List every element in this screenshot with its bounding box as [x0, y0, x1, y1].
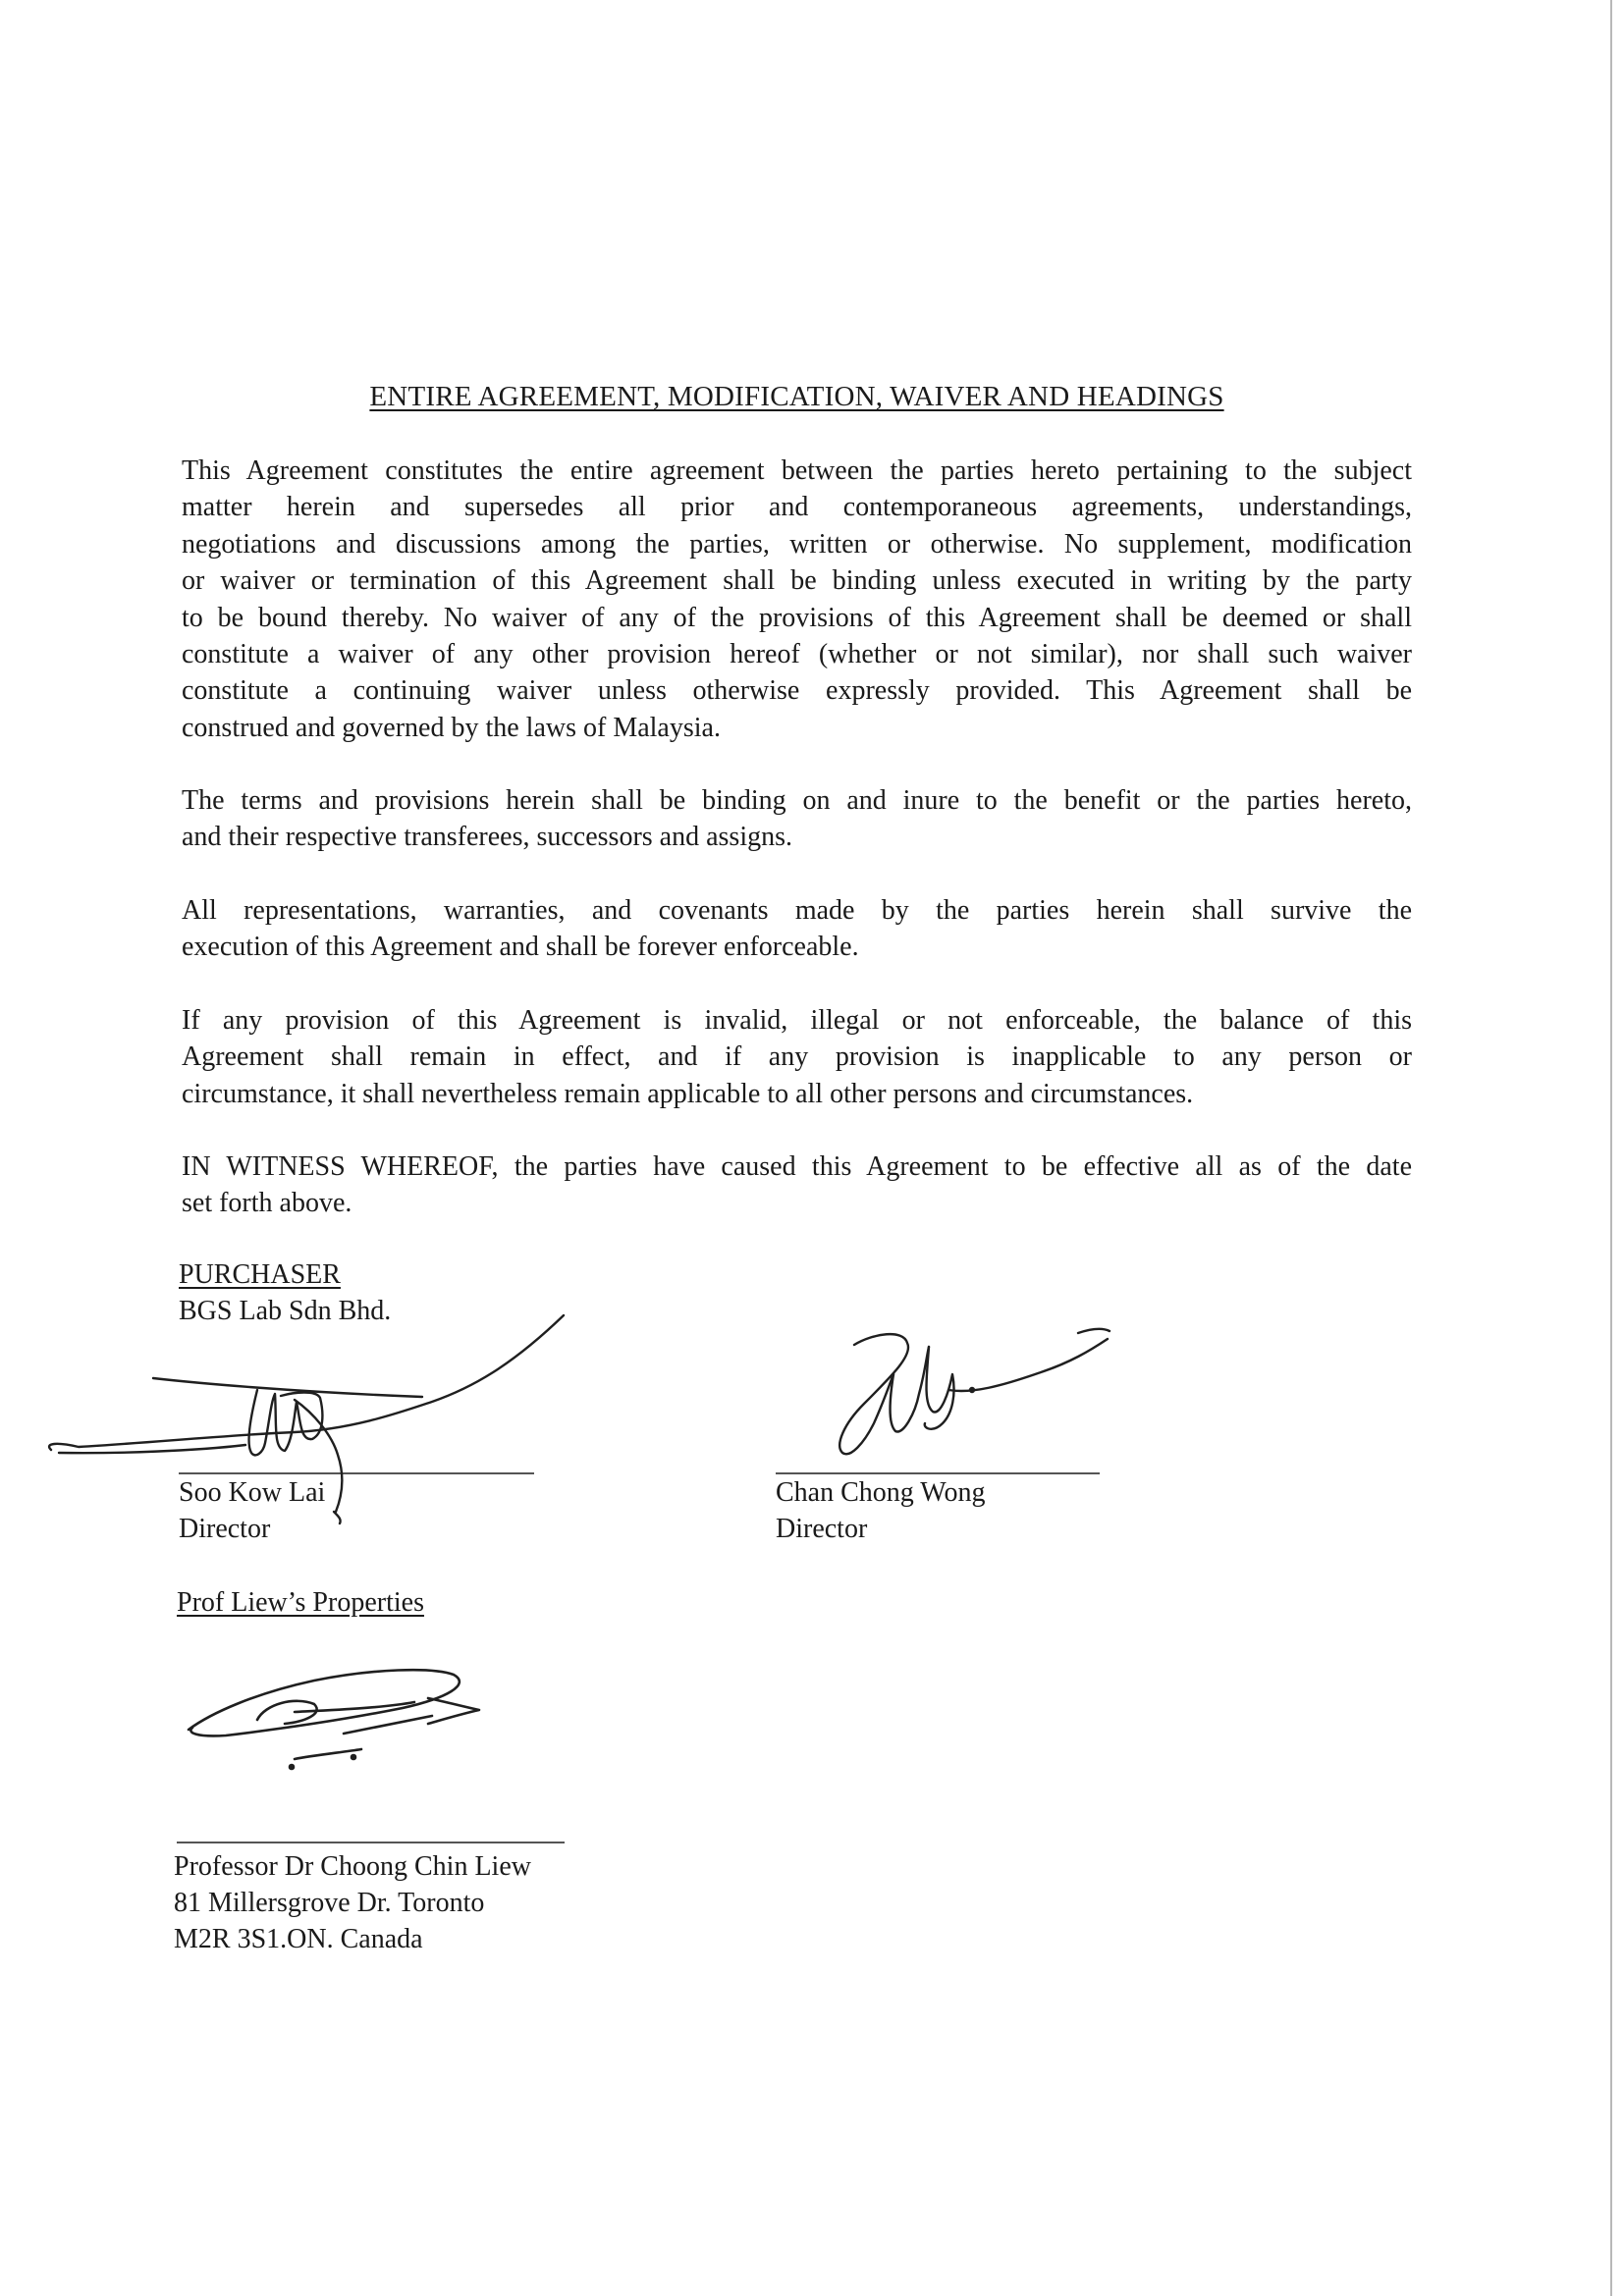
paragraph-in-witness	[182, 1148, 1412, 1222]
signature-line-properties	[177, 1842, 565, 1843]
signatory-2-name: Chan Chong Wong	[776, 1477, 986, 1508]
properties-address-line-1: 81 Millersgrove Dr. Toronto	[174, 1888, 485, 1918]
signature-chan-chong-wong	[839, 1329, 1110, 1454]
paragraph-line: execution of this Agreement and shall be forever enforceable.	[182, 932, 859, 963]
section-heading: ENTIRE AGREEMENT, MODIFICATION, WAIVER AND HEADINGS	[369, 381, 1224, 412]
paragraph-severability	[182, 1002, 1412, 1112]
properties-address-line-2: M2R 3S1.ON. Canada	[174, 1924, 423, 1954]
paragraph-line: to be bound thereby. No waiver of any of the provisions of this Agreement shall be deemed or shall	[182, 602, 1412, 633]
paragraph-entire-agreement	[182, 453, 1412, 746]
purchaser-company: BGS Lab Sdn Bhd.	[179, 1296, 392, 1326]
paragraph-representations	[182, 892, 1412, 966]
paragraph-line: matter herein and supersedes all prior and contemporaneous agreements, understandings,	[182, 492, 1412, 523]
purchaser-label: PURCHASER	[179, 1259, 341, 1290]
paragraph-line: constitute a waiver of any other provision hereof (whether or not similar), nor shall such waiver	[182, 639, 1412, 670]
paragraph-line: construed and governed by the laws of Malaysia.	[182, 712, 721, 743]
paragraph-line: set forth above.	[182, 1188, 352, 1219]
signatory-1-title: Director	[179, 1514, 271, 1544]
paragraph-line: IN WITNESS WHEREOF, the parties have caused this Agreement to be effective all as of the date	[182, 1151, 1412, 1182]
paragraph-line: Agreement shall remain in effect, and if any provision is inapplicable to any person or	[182, 1041, 1412, 1073]
paragraph-line: This Agreement constitutes the entire agreement between the parties hereto pertaining to the subject	[182, 455, 1412, 486]
signatory-2-title: Director	[776, 1514, 868, 1544]
paragraph-binding-terms	[182, 782, 1412, 856]
paragraph-line: constitute a continuing waiver unless otherwise expressly provided. This Agreement shall be	[182, 675, 1412, 707]
paragraph-line: and their respective transferees, successors and assigns.	[182, 822, 793, 853]
paragraph-line: All representations, warranties, and covenants made by the parties herein shall survive the	[182, 895, 1412, 926]
paragraph-line: If any provision of this Agreement is invalid, illegal or not enforceable, the balance of this	[182, 1005, 1412, 1036]
properties-label: Prof Liew’s Properties	[177, 1587, 424, 1618]
paragraph-line: The terms and provisions herein shall be binding on and inure to the benefit or the parties hereto,	[182, 785, 1412, 816]
signature-prof-liew	[189, 1670, 479, 1769]
page-edge-line	[1610, 0, 1612, 2296]
paragraph-line: negotiations and discussions among the parties, written or otherwise. No supplement, modification	[182, 528, 1412, 560]
paragraph-line: circumstance, it shall nevertheless remain applicable to all other persons and circumstances.	[182, 1078, 1194, 1109]
paragraph-line: or waiver or termination of this Agreement shall be binding unless executed in writing by the party	[182, 565, 1412, 597]
properties-owner-name: Professor Dr Choong Chin Liew	[174, 1851, 531, 1882]
signatory-1-name: Soo Kow Lai	[179, 1477, 326, 1508]
